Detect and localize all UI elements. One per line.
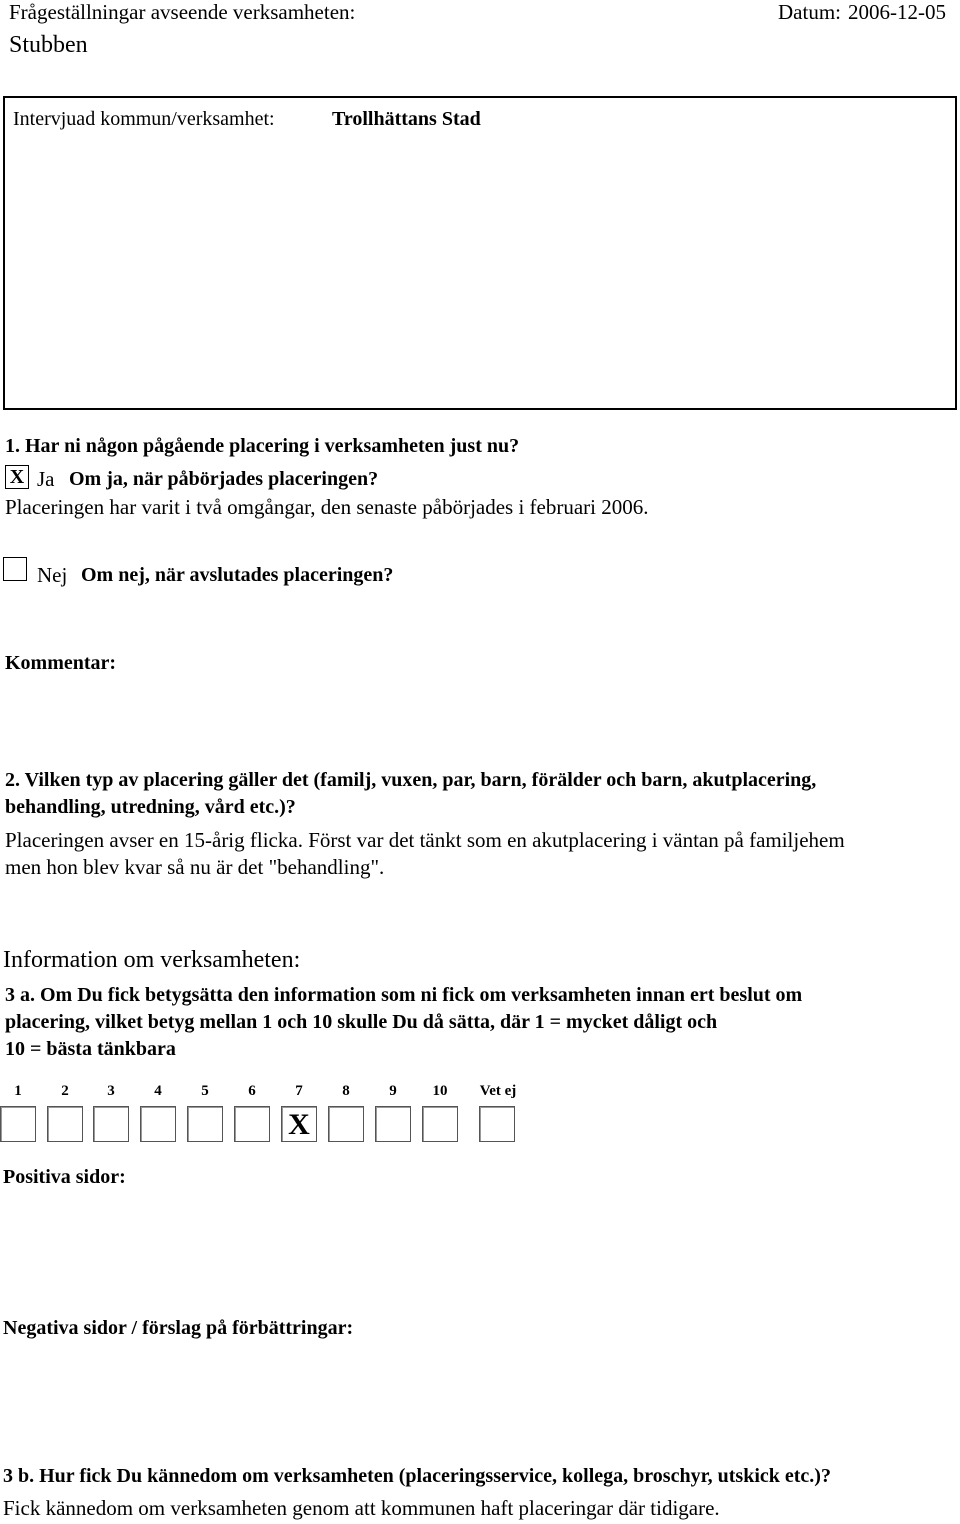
rating-label-9: 9 — [389, 1083, 397, 1099]
rating-box-6[interactable] — [234, 1106, 270, 1142]
q2-answer-line2[interactable]: men hon blev kvar så nu är det "behandling". — [5, 855, 385, 879]
rating-label-3: 3 — [107, 1083, 115, 1099]
rating-label-vet-ej: Vet ej — [479, 1083, 517, 1099]
rating-box-4[interactable] — [140, 1106, 176, 1142]
q3b-question: 3 b. Hur fick Du kännedom om verksamheten (placeringsservice, kollega, broschyr, utskick etc.)? — [3, 1465, 831, 1487]
q2-question-line1: 2. Vilken typ av placering gäller det (familj, vuxen, par, barn, förälder och barn, akutplacering, — [5, 769, 817, 791]
rating-label-10: 10 — [432, 1083, 448, 1099]
q1-yes-checkbox[interactable]: X — [5, 465, 29, 489]
q3a-line1: 3 a. Om Du fick betygsätta den information som ni fick om verksamheten innan ert beslut om — [5, 984, 803, 1006]
q1-no-checkbox[interactable] — [3, 557, 27, 581]
positive-label: Positiva sidor: — [3, 1166, 126, 1188]
q1-yes-label: Ja — [37, 467, 55, 491]
q3a-line2: placering, vilket betyg mellan 1 och 10 skulle Du då sätta, där 1 = mycket dåligt och — [5, 1011, 718, 1033]
q1-yes-answer[interactable]: Placeringen har varit i två omgångar, den senaste påbörjades i februari 2006. — [5, 495, 649, 519]
facility-name: Stubben — [9, 32, 88, 58]
rating-box-3[interactable] — [93, 1106, 129, 1142]
rating-label-7: 7 — [295, 1083, 303, 1099]
rating-label-6: 6 — [248, 1083, 256, 1099]
rating-label-4: 4 — [154, 1083, 162, 1099]
rating-box-8[interactable] — [328, 1106, 364, 1142]
interview-box — [3, 96, 957, 410]
date-label: Datum: — [778, 0, 841, 24]
rating-label-8: 8 — [342, 1083, 350, 1099]
q1-yes-followup: Om ja, när påbörjades placeringen? — [69, 468, 379, 490]
q1-no-label: Nej — [37, 563, 68, 587]
q2-question-line2: behandling, utredning, vård etc.)? — [5, 796, 296, 818]
q1-no-followup: Om nej, när avslutades placeringen? — [81, 564, 394, 586]
rating-box-2[interactable] — [47, 1106, 83, 1142]
rating-box-7[interactable]: X — [281, 1106, 317, 1142]
rating-box-10[interactable] — [422, 1106, 458, 1142]
q1-question: 1. Har ni någon pågående placering i verksamheten just nu? — [5, 435, 520, 457]
form-title: Frågeställningar avseende verksamheten: — [9, 0, 356, 24]
rating-box-1[interactable] — [0, 1106, 36, 1142]
interview-label: Intervjuad kommun/verksamhet: — [13, 108, 275, 130]
rating-box-5[interactable] — [187, 1106, 223, 1142]
q3b-answer[interactable]: Fick kännedom om verksamheten genom att kommunen haft placeringar där tidigare. — [3, 1496, 720, 1520]
rating-label-2: 2 — [61, 1083, 69, 1099]
date-value: 2006-12-05 — [848, 0, 946, 24]
rating-box-vet-ej[interactable] — [479, 1106, 515, 1142]
q2-answer-line1[interactable]: Placeringen avser en 15-årig flicka. Först var det tänkt som en akutplacering i väntan på familjehem — [5, 828, 845, 852]
q1-comment-label: Kommentar: — [5, 652, 117, 674]
rating-box-9[interactable] — [375, 1106, 411, 1142]
rating-label-5: 5 — [201, 1083, 209, 1099]
rating-label-1: 1 — [14, 1083, 22, 1099]
interview-value[interactable]: Trollhättans Stad — [332, 108, 481, 130]
q3a-line3: 10 = bästa tänkbara — [5, 1038, 176, 1060]
negative-label: Negativa sidor / förslag på förbättringar: — [3, 1317, 354, 1339]
info-heading: Information om verksamheten: — [3, 947, 301, 973]
